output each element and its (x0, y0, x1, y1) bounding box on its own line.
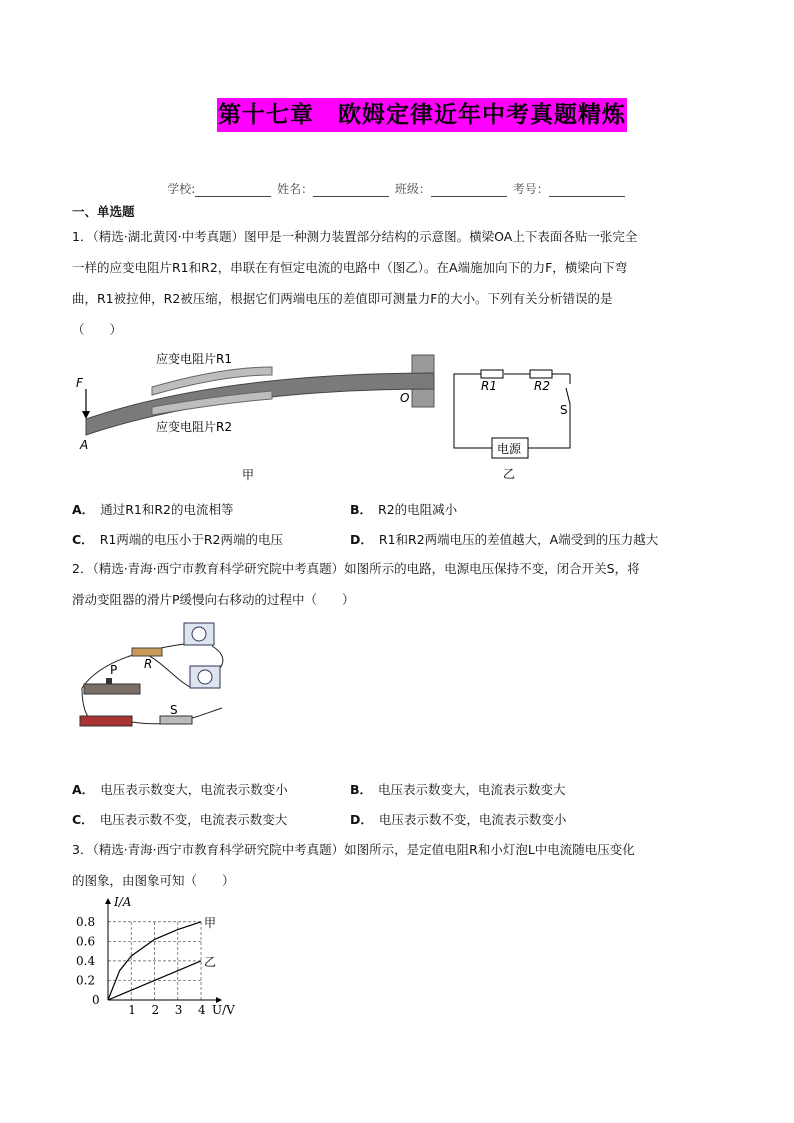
x-tick-label: 4 (198, 1003, 206, 1017)
beam-diagram (72, 345, 452, 485)
number-field[interactable] (549, 184, 625, 197)
x-tick-label: 2 (151, 1003, 160, 1017)
beam (86, 373, 434, 435)
x-axis-label: U/V (212, 1003, 235, 1017)
label-r1-box: R1 (481, 379, 497, 393)
circuit-photo (72, 618, 242, 743)
y-tick-label: 0.6 (76, 934, 96, 949)
question-1-text (72, 221, 722, 345)
question-3-text (72, 834, 722, 896)
label-r2: 应变电阻片R2 (156, 420, 232, 434)
y-tick-label: 0.4 (76, 953, 96, 968)
q3-line-1: 3．（精选·青海·西宁市教育科学研究院中考真题）如图所示，是定值电阻R和小灯泡L中电流随电压变化 (72, 842, 635, 857)
slider-p (106, 678, 112, 684)
q2-option-a[interactable]: A． 电压表示数变大，电流表示数变小 (72, 782, 288, 797)
q2-option-b[interactable]: B． 电压表示数变大，电流表示数变大 (350, 782, 566, 797)
class-label: 班级： (394, 182, 431, 196)
y-axis-label: I/A (114, 895, 132, 909)
label-jia: 甲 (242, 468, 255, 482)
school-label: 学校: (167, 182, 196, 196)
label-o: O (400, 391, 410, 405)
page-title: 第十七章 欧姆定律近年中考真题精炼 (217, 98, 627, 132)
battery (80, 716, 132, 726)
y-tick-label: 0.8 (76, 914, 96, 929)
q1-option-c[interactable]: C． R1两端的电压小于R2两端的电压 (72, 532, 283, 547)
x-tick-label: 3 (174, 1003, 183, 1017)
resistor-r (132, 648, 162, 656)
q2-line-2: 滑动变阻器的滑片P缓慢向右移动的过程中（ ） (72, 592, 355, 607)
q1-option-b[interactable]: B． R2的电阻减小 (350, 502, 458, 517)
series-label-1: 甲 (204, 915, 217, 930)
series-label-2: 乙 (204, 954, 217, 969)
resistor-r1 (481, 370, 503, 378)
question-2-text (72, 553, 722, 615)
iu-chart (70, 895, 235, 1026)
label-s2: S (170, 703, 178, 717)
y-axis-arrow (105, 898, 111, 904)
label-a: A (80, 438, 89, 452)
origin-label: 0 (92, 993, 100, 1007)
y-tick-label: 0.2 (76, 973, 96, 988)
q2-line-1: 2．（精选·青海·西宁市教育科学研究院中考真题）如图所示的电路，电源电压保持不变，闭合开关S，将 (72, 561, 640, 576)
number-label: 考号： (512, 182, 549, 196)
q2-option-c[interactable]: C． 电压表示数不变，电流表示数变大 (72, 812, 288, 827)
q1-option-a[interactable]: A． 通过R1和R2的电流相等 (72, 502, 234, 517)
x-tick-label: 1 (128, 1003, 136, 1017)
resistor-r2 (530, 370, 552, 378)
q2-option-d[interactable]: D． 电压表示数不变，电流表示数变小 (350, 812, 567, 827)
label-r2-box: R2 (534, 379, 550, 393)
q1-line-2: 一样的应变电阻片R1和R2，串联在有恒定电流的电路中（图乙）。在A端施加向下的力F，横梁向下弯 (72, 260, 628, 275)
name-field[interactable] (313, 184, 389, 197)
q1-line-3: 曲，R1被拉伸，R2被压缩，根据它们两端电压的差值即可测量力F的大小。下列有关分析错误的是 (72, 291, 613, 306)
q1-line-4: （ ） (72, 322, 123, 337)
label-yi: 乙 (503, 467, 516, 481)
q1-option-d[interactable]: D． R1和R2两端电压的差值越大，A端受到的压力越大 (350, 532, 659, 547)
label-f: F (76, 376, 83, 390)
label-source: 电源 (497, 442, 522, 456)
label-r1: 应变电阻片R1 (156, 352, 232, 366)
name-label: 姓名： (277, 182, 314, 196)
switch (566, 388, 570, 404)
q1-line-1: 1．（精选·湖北黄冈·中考真题）图甲是一种测力装置部分结构的示意图。横梁OA上下表面各贴一张完全 (72, 229, 638, 244)
class-field[interactable] (431, 184, 507, 197)
school-field[interactable] (195, 184, 271, 197)
label-r: R (144, 657, 153, 671)
circuit-diagram (448, 360, 578, 485)
label-p: P (110, 663, 118, 677)
student-info (0, 180, 794, 197)
label-s: S (560, 403, 568, 417)
switch-s (160, 716, 192, 724)
rheostat (84, 684, 140, 694)
section-heading: 一、单选题 (72, 204, 135, 219)
q3-line-2: 的图象，由图象可知（ ） (72, 873, 235, 888)
